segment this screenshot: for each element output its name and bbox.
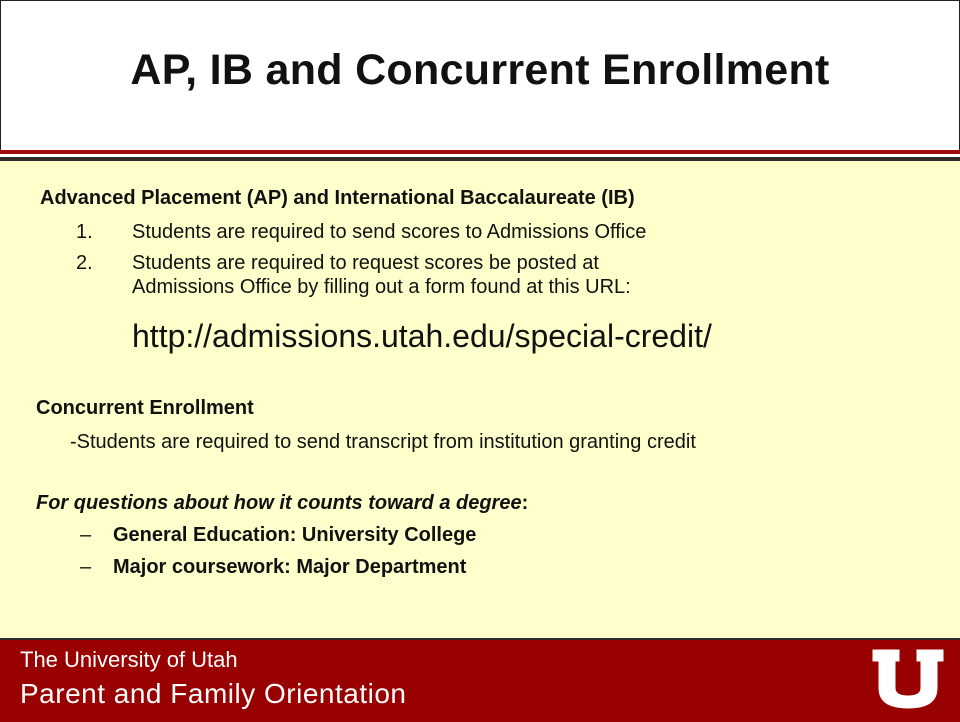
ap-ib-item-1-text: Students are required to send scores to Admissions Office [132,221,647,243]
slide-title: AP, IB and Concurrent Enrollment [130,46,830,94]
questions-item-1-text: General Education: University College [113,524,477,546]
footer-university-name: The University of Utah [20,647,238,672]
block-u-logo-icon [871,648,945,710]
questions-item-2-text: Major coursework: Major Department [113,556,467,578]
questions-heading [36,492,528,515]
questions-item-1-dash: – [80,524,92,546]
ap-ib-heading: Advanced Placement (AP) and International Baccalaureate (IB) [40,187,635,209]
questions-heading-text: For questions about how it counts toward a degree [36,492,522,514]
ap-ib-item-2-line-1: Students are required to request scores be posted at [132,252,599,274]
concurrent-text: -Students are required to send transcript from institution granting credit [70,431,696,453]
questions-item-2-dash: – [80,556,92,578]
special-credit-url[interactable]: http://admissions.utah.edu/special-credit/ [132,318,712,354]
footer-orientation-name: Parent and Family Orientation [20,678,407,709]
questions-heading-colon: : [521,492,529,514]
ap-ib-item-2-number: 2. [76,252,93,274]
concurrent-heading: Concurrent Enrollment [36,397,254,419]
ap-ib-item-1-number: 1. [76,221,93,243]
ap-ib-item-2-line-2: Admissions Office by filling out a form found at this URL: [132,276,631,298]
